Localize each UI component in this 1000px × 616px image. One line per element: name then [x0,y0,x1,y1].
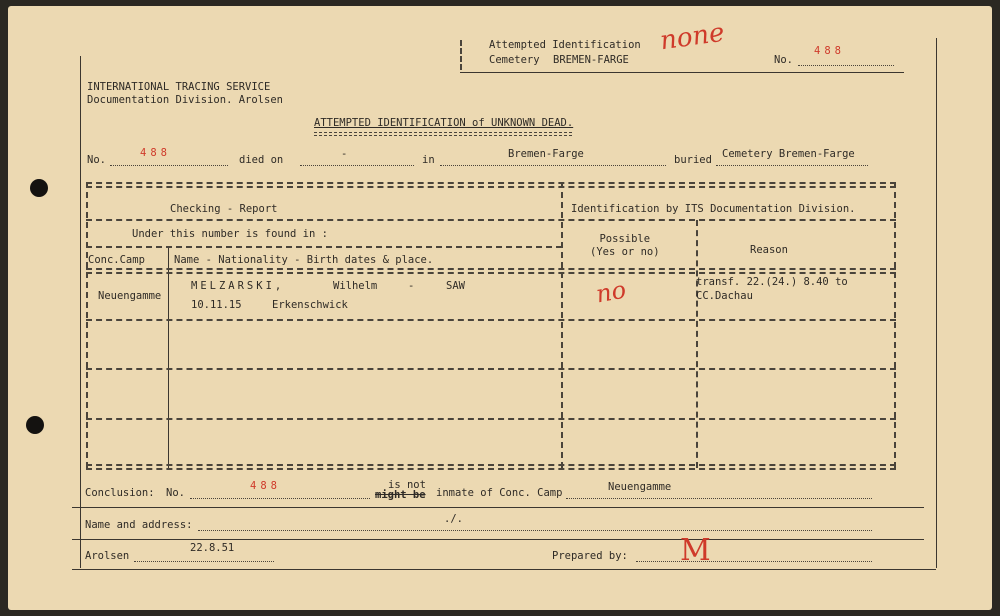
table-top-border [86,182,896,184]
header-box-bottom [460,72,904,73]
row-rule-2 [86,368,896,370]
row-rule-3 [86,418,896,420]
in-label: in [422,154,435,166]
name-address-dots [198,530,872,531]
table-middle-divider [561,182,563,468]
org-line-1: INTERNATIONAL TRACING SERVICE [87,81,271,93]
column-header-rule [86,268,896,270]
checking-report-header: Checking - Report [170,203,278,215]
died-on-dots [300,165,414,166]
header-cemetery-label: Cemetery [489,54,540,66]
under-this-number-label: Under this number is found in : [132,228,328,240]
row-camp: Neuengamme [98,290,162,302]
table-camp-divider [168,248,169,468]
header-no-value: 488 [814,45,845,57]
table-bottom-border-2 [86,468,896,470]
row-reason: transf. 22.(24.) 8.40 to CC.Dachau [696,276,848,302]
row-firstname: Wilhelm [333,280,378,292]
punch-hole-top [30,179,48,197]
died-on-value: - [341,148,348,160]
conclusion-no-dots [190,498,370,499]
column-possible: Possible (Yes or no) [590,233,660,258]
buried-dots [716,165,868,166]
header-no-dots [798,65,894,66]
conclusion-is-not: is not [388,479,426,491]
conclusion-camp-dots [566,498,872,499]
form-title: ATTEMPTED IDENTIFICATION of UNKNOWN DEAD. [314,117,574,129]
row-dash: - [408,280,415,292]
record-no-value: 488 [140,147,171,159]
punch-hole-bottom [26,416,44,434]
table-right-border [894,182,896,468]
conclusion-label: Conclusion: [85,487,155,499]
conclusion-no-label: No. [166,487,185,499]
handwritten-none: none [658,17,727,57]
record-no-dots [110,165,228,166]
conclusion-rule [72,507,924,508]
identification-header: Identification by ITS Documentation Division. [571,203,856,215]
row-birthplace: Erkenschwick [272,299,348,311]
index-card [8,6,992,610]
org-line-2: Documentation Division. Arolsen [87,94,283,106]
footer-rule [72,569,936,570]
header-box-left [460,40,462,70]
table-reason-divider [696,220,698,468]
in-dots [440,165,666,166]
address-rule [72,539,924,540]
form-title-underline [314,132,572,136]
column-conc-camp: Conc.Camp [88,254,145,266]
left-margin-line [80,56,81,568]
died-on-label: died on [239,154,284,166]
table-header-rule [86,219,896,221]
row-nationality: SAW [446,280,465,292]
buried-value: Cemetery Bremen-Farge [722,148,855,160]
table-left-border [86,182,88,468]
column-name-nationality: Name - Nationality - Birth dates & place. [174,254,434,266]
prepared-by-initials: M [680,533,711,568]
conclusion-inmate-text: inmate of Conc. Camp [436,487,563,499]
footer-date-dots [134,561,274,562]
conclusion-no-value: 488 [250,480,281,492]
column-reason: Reason [750,244,788,256]
buried-label: buried [674,154,712,166]
name-address-value: ./. [444,513,463,525]
row-birthdate: 10.11.15 [191,299,242,311]
header-no-label: No. [774,54,793,66]
name-address-label: Name and address: [85,519,193,531]
row-possible-handwritten: no [593,275,629,309]
record-no-label: No. [87,154,106,166]
conclusion-camp: Neuengamme [608,481,672,493]
table-bottom-border [86,464,896,466]
in-value: Bremen-Farge [508,148,584,160]
table-top-border-2 [86,186,896,188]
footer-place: Arolsen [85,550,130,562]
header-cemetery-name: BREMEN-FARGE [553,54,629,66]
row-surname: MELZARSKI, [191,280,285,292]
footer-date: 22.8.51 [190,542,235,554]
subheader-rule [86,246,562,248]
row-rule-1 [86,319,896,321]
prepared-by-label: Prepared by: [552,550,628,562]
attempted-identification-label: Attempted Identification [489,39,641,51]
prepared-by-dots [636,561,872,562]
header-box-right [936,38,937,568]
column-header-rule-2 [86,272,896,274]
conclusion-might-be-struck: might be [375,489,426,501]
